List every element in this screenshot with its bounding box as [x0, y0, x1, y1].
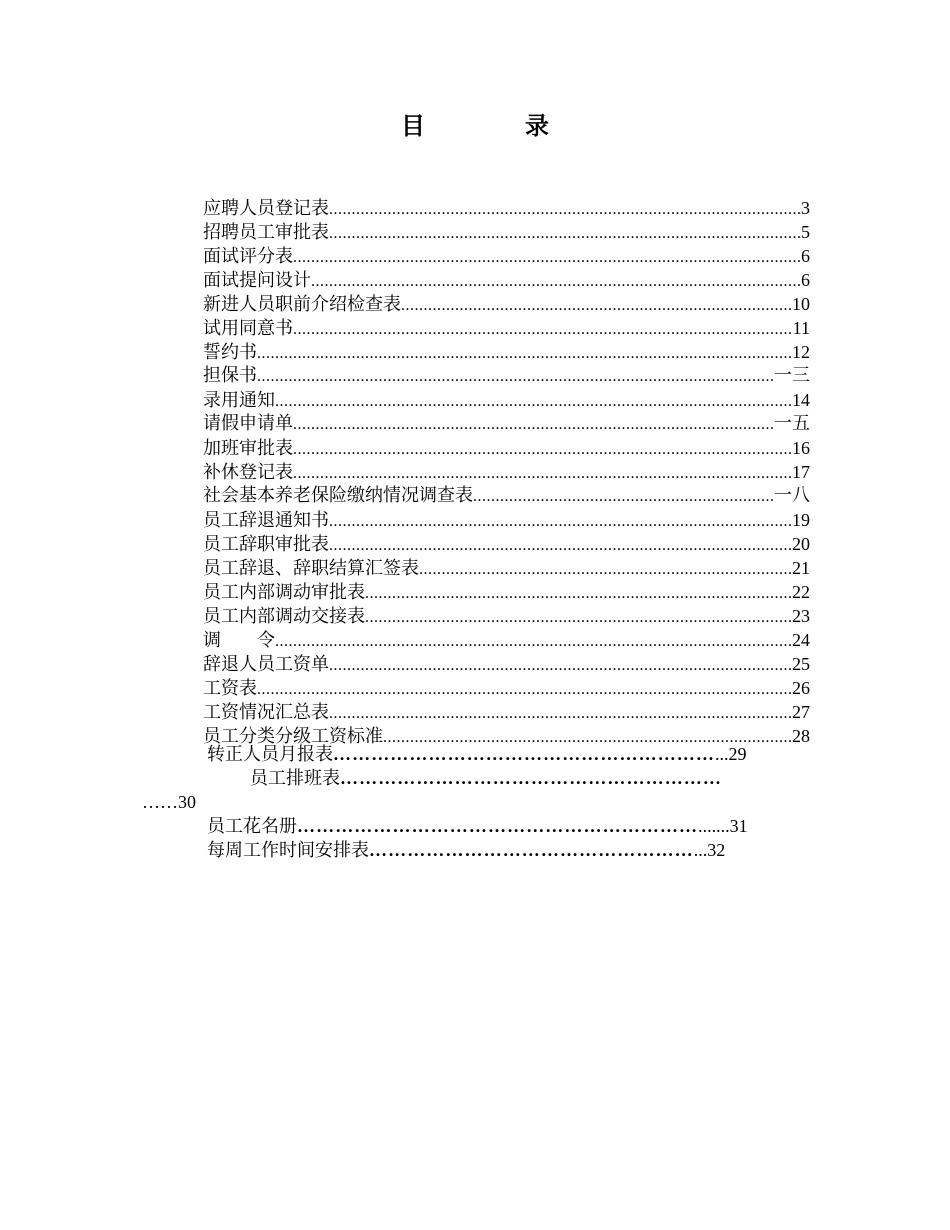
toc-leader-dots [293, 413, 774, 436]
toc-leader-dots [275, 390, 792, 412]
toc-entry[interactable] [203, 364, 810, 388]
toc-entry[interactable] [203, 316, 810, 340]
toc-entry-page: 21 [792, 558, 810, 578]
toc-entry-label: 招聘员工审批表 [203, 222, 329, 243]
toc-leader-dots [419, 558, 792, 580]
toc-entry-label: 请假申请单 [203, 413, 293, 434]
table-of-contents [203, 196, 810, 748]
toc-entry[interactable] [203, 292, 810, 316]
toc-entry-irregular[interactable] [207, 742, 747, 767]
toc-entry-irregular[interactable] [207, 838, 725, 863]
toc-entry-label: 工资情况汇总表 [203, 702, 329, 723]
toc-entry-page: 11 [792, 318, 810, 338]
toc-entry[interactable] [203, 220, 810, 244]
toc-entry-label: 员工分类分级工资标准 [203, 726, 383, 747]
toc-entry-label: 转正人员月报表 [207, 744, 333, 765]
toc-entry[interactable] [203, 628, 810, 652]
toc-leader-dots [311, 270, 801, 292]
toc-entry-page: 14 [792, 390, 810, 410]
toc-entry-page: 17 [792, 462, 810, 482]
toc-leader-dots [365, 582, 792, 604]
toc-entry[interactable] [203, 676, 810, 700]
toc-entry-page: 6 [801, 246, 810, 266]
toc-entry[interactable] [203, 436, 810, 460]
toc-entry-page: 12 [792, 342, 810, 362]
toc-leader-dots [293, 318, 793, 340]
toc-entry-page: ...32 [693, 840, 726, 860]
toc-entry-page: 19 [792, 510, 810, 530]
toc-entry[interactable] [203, 268, 810, 292]
toc-entry-label: 新进人员职前介绍检查表 [203, 294, 401, 315]
toc-entry-page: 6 [801, 270, 810, 290]
toc-entry[interactable] [203, 604, 810, 628]
toc-entry-label: 补休登记表 [203, 462, 293, 483]
toc-leader-dots [329, 198, 801, 220]
toc-entry[interactable] [203, 580, 810, 604]
toc-entry[interactable] [203, 652, 810, 676]
toc-entry-label: 应聘人员登记表 [203, 198, 329, 219]
toc-title: 目 录 [401, 111, 587, 140]
toc-entry[interactable] [203, 532, 810, 556]
toc-leader-dots [257, 365, 774, 388]
toc-leader-dots [329, 510, 792, 532]
toc-leader-dots [275, 630, 792, 652]
toc-entry-label: 调 令 [203, 630, 275, 651]
toc-entry-label: 员工内部调动交接表 [203, 606, 365, 627]
toc-entry-label: 加班审批表 [203, 438, 293, 459]
toc-entry-page: ……30 [142, 792, 196, 812]
toc-entry-page: 一三 [774, 365, 810, 386]
toc-entry-label: 社会基本养老保险缴纳情况调查表 [203, 485, 473, 506]
toc-leader-dots [365, 606, 792, 628]
toc-entry-page: 22 [792, 582, 810, 602]
toc-entry[interactable] [203, 412, 810, 436]
toc-entry-label: 员工内部调动审批表 [203, 582, 365, 603]
toc-entry[interactable] [203, 244, 810, 268]
toc-entry-page: 一五 [774, 413, 810, 434]
toc-entry-page: ...29 [715, 744, 747, 764]
toc-leader-dots [329, 222, 801, 244]
toc-entry-page: 10 [792, 294, 810, 314]
toc-entry-label: 员工辞退通知书 [203, 510, 329, 531]
toc-leader-dots: …………………………………………………… [333, 744, 715, 764]
toc-entry-label: 员工排班表 [250, 768, 340, 789]
toc-entry-page: 24 [792, 630, 810, 650]
toc-entry-page: 3 [801, 198, 810, 218]
toc-entry-irregular[interactable] [207, 814, 748, 839]
toc-entry-label: 每周工作时间安排表 [207, 840, 369, 861]
toc-entry-label: 试用同意书 [203, 318, 293, 339]
toc-entry-label: 员工辞职审批表 [203, 534, 329, 555]
toc-leader-dots [257, 342, 792, 364]
toc-leader-dots [293, 462, 792, 484]
toc-entry[interactable] [203, 484, 810, 508]
toc-entry-page: 5 [801, 222, 810, 242]
toc-entry-page: 26 [792, 678, 810, 698]
toc-entry-page: 20 [792, 534, 810, 554]
toc-leader-dots: …………………………………………… [369, 840, 694, 860]
toc-entry-page: 一八 [774, 485, 810, 506]
toc-leader-dots: …………………………………………………… [340, 768, 722, 788]
toc-entry-label: 面试提问设计 [203, 270, 311, 291]
toc-entry[interactable] [203, 388, 810, 412]
toc-entry-irregular[interactable] [250, 766, 722, 791]
toc-leader-dots [329, 702, 792, 724]
toc-entry-label: 担保书 [203, 365, 257, 386]
toc-leader-dots [401, 294, 792, 316]
toc-entry-page: 25 [792, 654, 810, 674]
toc-entry[interactable] [203, 340, 810, 364]
toc-entry[interactable] [203, 700, 810, 724]
toc-entry-page: 28 [792, 726, 810, 746]
toc-entry-page: 27 [792, 702, 810, 722]
toc-leader-dots [329, 654, 792, 676]
toc-entry[interactable] [203, 196, 810, 220]
toc-entry[interactable] [203, 508, 810, 532]
toc-leader-dots [257, 678, 792, 700]
toc-entry-label: 工资表 [203, 678, 257, 699]
toc-leader-dots [329, 534, 792, 556]
toc-entry-page: 16 [792, 438, 810, 458]
toc-entry[interactable] [203, 556, 810, 580]
toc-leader-dots [293, 246, 801, 268]
toc-entry-wrap [142, 790, 196, 815]
toc-entry-label: 员工花名册 [207, 816, 297, 837]
toc-entry-label: 员工辞退、辞职结算汇签表 [203, 558, 419, 579]
toc-leader-dots: ……………………………………………………… [297, 816, 699, 836]
toc-entry-label: 面试评分表 [203, 246, 293, 267]
toc-leader-dots [473, 485, 774, 508]
toc-entry-label: 誓约书 [203, 342, 257, 363]
toc-entry-page: 23 [792, 606, 810, 626]
toc-leader-dots [293, 438, 792, 460]
toc-entry-label: 录用通知 [203, 390, 275, 411]
toc-entry-label: 辞退人员工资单 [203, 654, 329, 675]
toc-entry-page: .......31 [698, 816, 748, 836]
toc-entry[interactable] [203, 460, 810, 484]
